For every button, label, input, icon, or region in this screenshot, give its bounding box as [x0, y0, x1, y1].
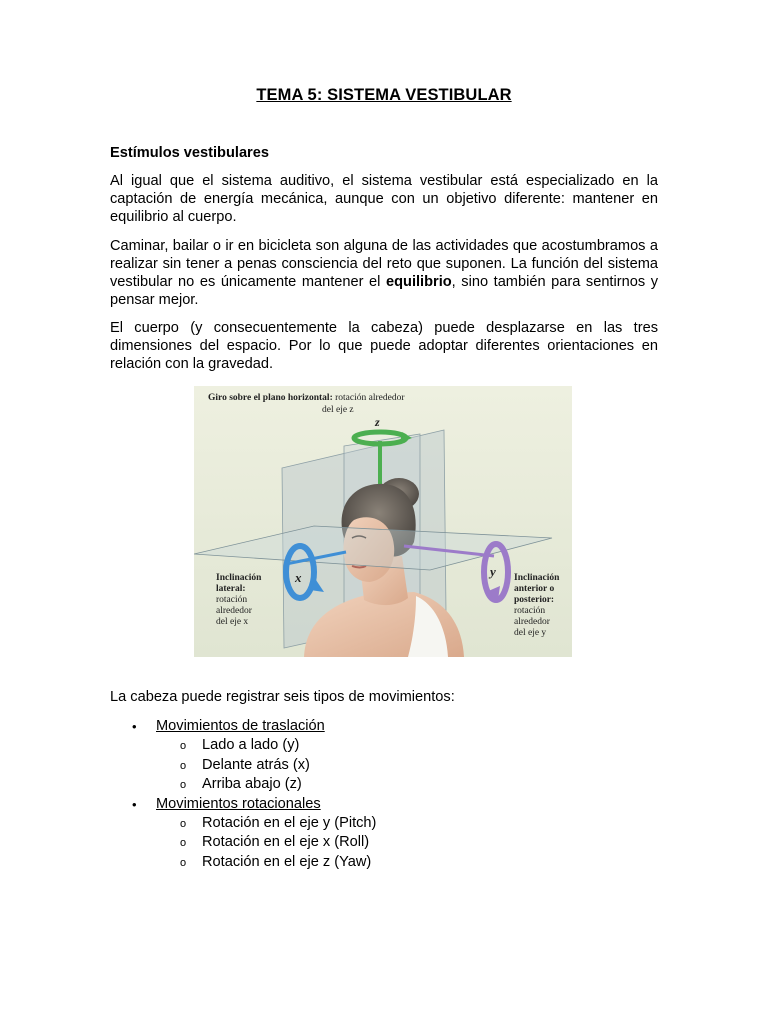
circle-bullet-icon: o — [180, 837, 187, 850]
list-item-label: Movimientos rotacionales — [156, 795, 321, 812]
paragraph-2-text-b: , sino también para sentirnos y pensar mejor. — [110, 274, 658, 308]
list-item-translation — [110, 717, 658, 736]
list-subitem — [110, 756, 658, 775]
z-axis-label: z — [375, 415, 380, 429]
paragraph-2-text-a: Caminar, bailar o ir en bicicleta son alguna de las actividades que acostumbramos a realizar sin tener a penas consciencia del reto que suponen. La función del sistema vestibular no es únicamente mantener el — [110, 238, 658, 290]
page-title: TEMA 5: SISTEMA VESTIBULAR — [256, 86, 512, 104]
list-subitem — [110, 853, 658, 872]
left-label-2: lateral: — [216, 584, 246, 594]
right-label-6: del eje y — [514, 628, 547, 638]
section-heading: Estímulos vestibulares — [110, 145, 269, 161]
left-label-5: del eje x — [216, 617, 249, 627]
list-item-rotation — [110, 795, 658, 814]
circle-bullet-icon: o — [180, 818, 187, 831]
circle-bullet-icon: o — [180, 856, 187, 869]
movement-list — [110, 717, 658, 872]
left-label-3: rotación — [216, 595, 248, 605]
top-label-line2: del eje z — [322, 405, 354, 415]
paragraph-1: Al igual que el sistema auditivo, el sistema vestibular está especializado en la captación de energía mecánica, aunque con un objetivo diferente: mantener en equilibrio al cuerpo. — [110, 173, 658, 225]
list-subitem-label: Lado a lado (y) — [202, 737, 300, 754]
left-label-1: Inclinación — [216, 573, 262, 583]
paragraph-3: El cuerpo (y consecuentemente la cabeza) puede desplazarse en las tres dimensiones del espacio. Por lo que puede adoptar diferentes orientaciones en relación con la gravedad. — [110, 320, 658, 372]
list-subitem-label: Arriba abajo (z) — [202, 776, 302, 793]
right-label-1: Inclinación — [514, 573, 560, 583]
list-subitem-label: Rotación en el eje x (Roll) — [202, 834, 370, 851]
list-subitem — [110, 775, 658, 794]
paragraph-2-bold: equilibrio — [386, 274, 452, 290]
vestibular-axes-figure — [194, 386, 572, 657]
list-item-label: Movimientos de traslación — [156, 718, 325, 734]
top-label-line1: Giro sobre el plano horizontal: rotación alrededor — [208, 393, 405, 403]
circle-bullet-icon: o — [180, 759, 187, 772]
list-subitem-label: Delante atrás (x) — [202, 756, 310, 773]
list-subitem-label: Rotación en el eje z (Yaw) — [202, 853, 372, 870]
paragraph-4: La cabeza puede registrar seis tipos de movimientos: — [110, 689, 455, 705]
paragraph-2 — [110, 237, 658, 309]
list-subitem-label: Rotación en el eje y (Pitch) — [202, 815, 377, 832]
right-label-3: posterior: — [514, 595, 555, 605]
right-label-5: alrededor — [514, 617, 550, 627]
bullet-icon: • — [132, 796, 137, 812]
circle-bullet-icon: o — [180, 740, 187, 753]
list-subitem — [110, 814, 658, 833]
left-label-4: alrededor — [216, 606, 252, 616]
list-subitem — [110, 736, 658, 755]
x-axis-label: x — [295, 570, 302, 585]
y-axis-label: y — [490, 564, 496, 579]
circle-bullet-icon: o — [180, 779, 187, 792]
right-label-2: anterior o — [514, 584, 555, 594]
bullet-icon: • — [132, 719, 137, 734]
list-subitem — [110, 833, 658, 852]
right-label-4: rotación — [514, 606, 546, 616]
